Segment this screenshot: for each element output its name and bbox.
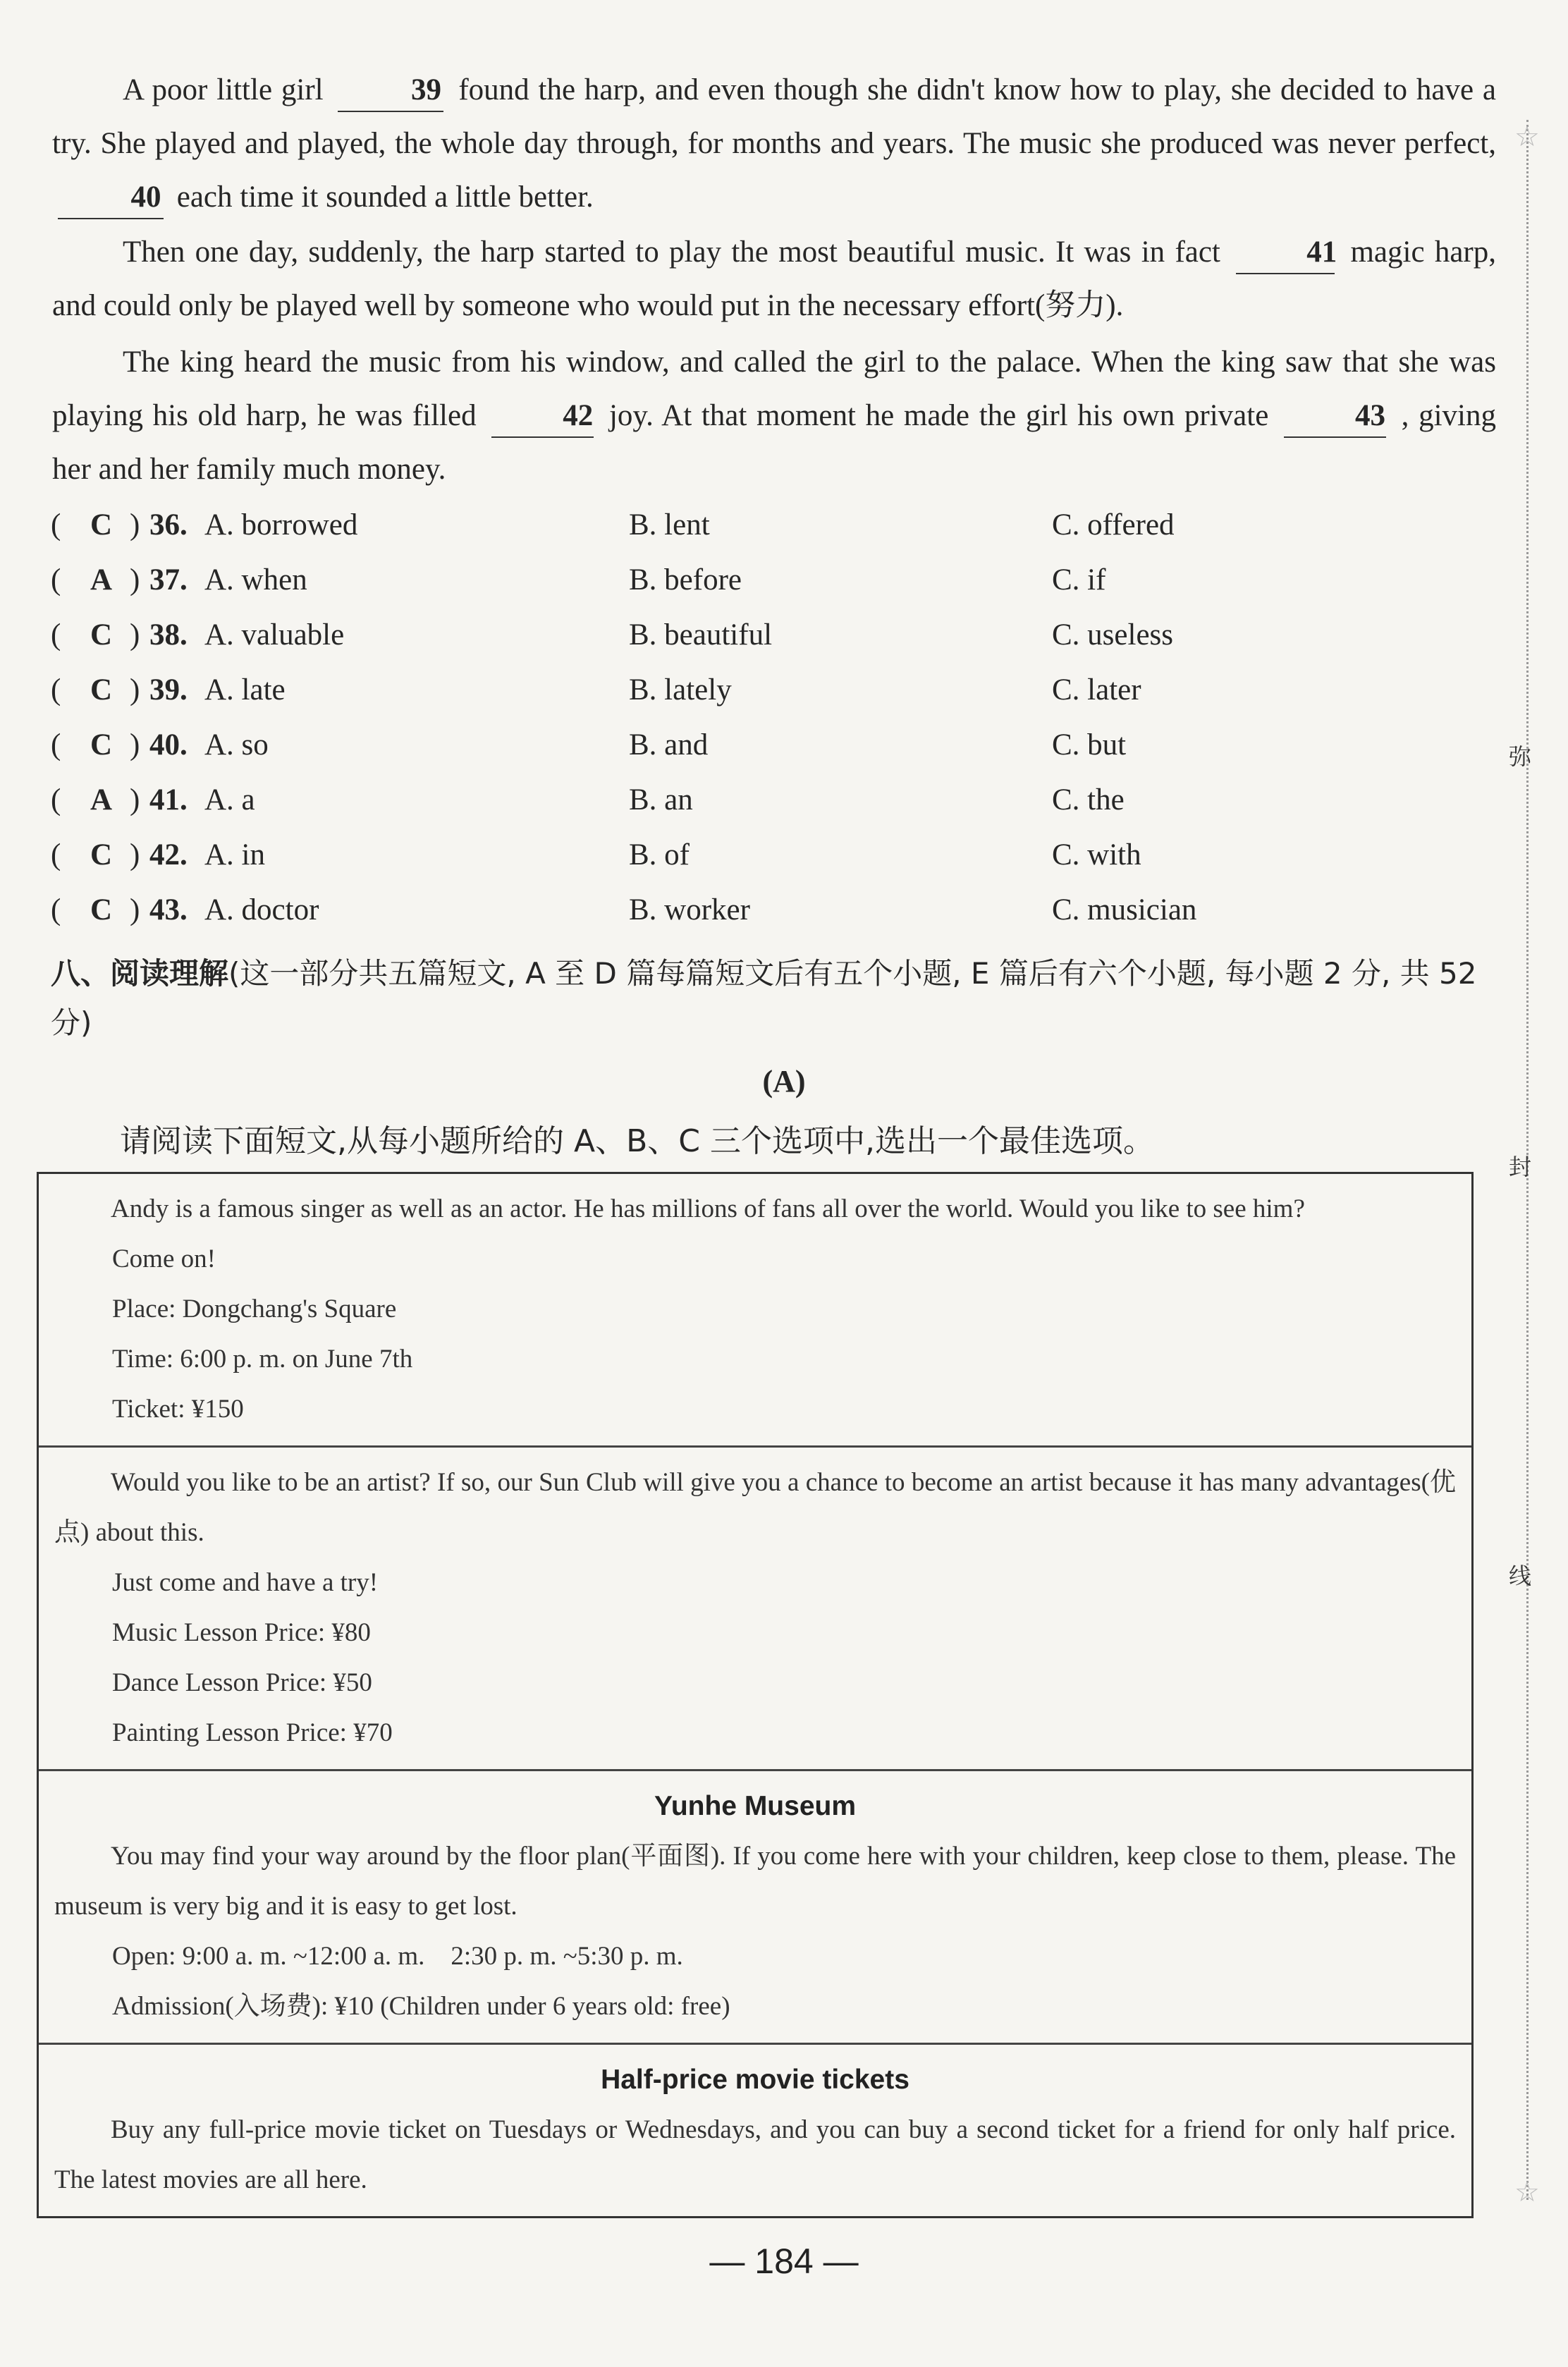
instruction: 请阅读下面短文,从每小题所给的 A、B、C 三个选项中,选出一个最佳选项。 — [120, 1123, 1154, 1159]
margin-char-mi: 弥 — [1509, 743, 1532, 770]
option-a: A. valuable — [204, 618, 345, 652]
ad-museum-title: Yunhe Museum — [654, 1791, 857, 1821]
ad-andy — [39, 1174, 1471, 1448]
option-b: B. lent — [629, 508, 710, 542]
question-row: ( C ) 42. A. in B. of C. with — [51, 838, 1141, 871]
question-number: 41. — [149, 783, 188, 816]
option-c: C. later — [1052, 673, 1141, 707]
option-a: A. doctor — [204, 893, 319, 926]
option-c: C. the — [1052, 783, 1125, 816]
answer-mark: C — [90, 838, 113, 871]
ad-museum-admission: Admission(入场费): ¥10 (Children under 6 years old: free) — [112, 1992, 730, 2021]
option-b: B. before — [629, 563, 742, 597]
question-row: ( C ) 38. A. valuable B. beautiful C. useless — [51, 618, 1173, 652]
option-a: A. so — [204, 728, 269, 762]
ad-museum — [39, 1771, 1471, 2045]
option-a: A. a — [204, 783, 255, 816]
passage-paragraph-3: The king heard the music from his window, and called the girl to the palace. When the king saw that she was playing his old harp, he was filled 42 joy. At that moment he made the girl his own private 43 , giving her and her family much money. — [52, 345, 1496, 486]
section-description: (这一部分共五篇短文, A 至 D 篇每篇短文后有五个小题, E 篇后有六个小题, 每小题 2 分, 共 52 分) — [51, 956, 1477, 1040]
option-b: B. lately — [629, 673, 732, 707]
option-b: B. beautiful — [629, 618, 773, 652]
page-number: — 184 — — [709, 2241, 859, 2281]
question-row: ( A ) 37. A. when B. before C. if — [51, 563, 1106, 597]
option-a: A. borrowed — [204, 508, 358, 542]
option-b: B. an — [629, 783, 693, 816]
ad-movie — [39, 2045, 1471, 2216]
question-number: 37. — [149, 563, 188, 597]
blank-41: 41 — [1236, 232, 1335, 274]
ad-movie-text: Buy any full-price movie ticket on Tuesdays or Wednesdays, and you can buy a second ticket for a friend for only half price. The latest movies are all here. — [54, 2115, 1456, 2194]
question-row: ( C ) 40. A. so B. and C. but — [51, 728, 1127, 762]
option-c: C. offered — [1052, 508, 1175, 542]
passage-paragraph-1: A poor little girl 39 found the harp, and even though she didn't know how to play, she decided to have a try. She played and played, the whole day through, for months and years. The music she produced was never perfect, 40 each time it sounded a little better. — [52, 63, 1496, 224]
star-icon: ☆ — [1514, 121, 1540, 152]
margin-char-xian: 线 — [1509, 1562, 1532, 1589]
option-b: B. and — [629, 728, 709, 762]
answer-mark: A — [90, 783, 113, 816]
question-number: 38. — [149, 618, 188, 652]
section-heading — [51, 949, 1496, 1048]
question-number: 43. — [149, 893, 188, 926]
question-number: 36. — [149, 508, 188, 542]
blank-43: 43 — [1284, 396, 1386, 438]
question-number: 40. — [149, 728, 188, 762]
option-c: C. useless — [1052, 618, 1173, 652]
answer-mark: C — [90, 618, 113, 652]
question-row: ( A ) 41. A. a B. an C. the — [51, 783, 1125, 816]
ad-museum-intro: You may find your way around by the floor plan(平面图). If you come here with your children, keep close to them, please. The museum is very big and it is easy to get lost. — [54, 1842, 1456, 1921]
question-row: ( C ) 43. A. doctor B. worker C. musician — [51, 893, 1197, 926]
ad-andy-come: Come on! — [112, 1244, 216, 1273]
ad-andy-intro: Andy is a famous singer as well as an actor. He has millions of fans all over the world. Would you like to see him? — [111, 1194, 1305, 1223]
option-c: C. with — [1052, 838, 1141, 871]
ad-music-price: Music Lesson Price: ¥80 — [112, 1618, 371, 1647]
question-row: ( C ) 39. A. late B. lately C. later — [51, 673, 1141, 707]
section-title: 八、阅读理解 — [51, 956, 229, 991]
reading-box — [37, 1172, 1474, 2218]
ad-sun-club — [39, 1448, 1471, 1771]
option-c: C. musician — [1052, 893, 1197, 926]
ad-sun-club-intro: Would you like to be an artist? If so, our Sun Club will give you a chance to become an artist because it has many advantages(优点) about this. — [54, 1468, 1456, 1547]
question-number: 39. — [149, 673, 188, 707]
ad-sun-club-try: Just come and have a try! — [112, 1568, 379, 1597]
ad-andy-time: Time: 6:00 p. m. on June 7th — [112, 1345, 413, 1374]
question-row: ( C ) 36. A. borrowed B. lent C. offered — [51, 508, 1175, 542]
option-c: C. but — [1052, 728, 1127, 762]
blank-39: 39 — [338, 70, 443, 112]
option-c: C. if — [1052, 563, 1106, 597]
passage-paragraph-2: Then one day, suddenly, the harp started to play the most beautiful music. It was in fact 41 magic harp, and could only be played well by someone who would put in the necessary effort(努力). — [52, 226, 1496, 333]
answer-mark: C — [90, 728, 113, 762]
option-a: A. when — [204, 563, 307, 597]
star-icon: ☆ — [1514, 2176, 1540, 2208]
margin-char-feng: 封 — [1509, 1154, 1532, 1180]
answer-mark: C — [90, 508, 113, 542]
answer-mark: A — [90, 563, 113, 597]
blank-42: 42 — [491, 396, 594, 438]
ad-museum-open: Open: 9:00 a. m. ~12:00 a. m. 2:30 p. m. ~5:30 p. m. — [112, 1942, 683, 1971]
part-label: (A) — [762, 1064, 806, 1099]
ad-painting-price: Painting Lesson Price: ¥70 — [112, 1718, 393, 1747]
blank-40: 40 — [58, 177, 164, 219]
answer-mark: C — [90, 893, 113, 926]
option-a: A. late — [204, 673, 286, 707]
ad-dance-price: Dance Lesson Price: ¥50 — [112, 1668, 372, 1697]
answer-mark: C — [90, 673, 113, 707]
ad-andy-ticket: Ticket: ¥150 — [112, 1395, 244, 1424]
option-b: B. worker — [629, 893, 750, 926]
option-b: B. of — [629, 838, 690, 871]
ad-andy-place: Place: Dongchang's Square — [112, 1295, 397, 1323]
ad-movie-title: Half-price movie tickets — [601, 2065, 909, 2095]
option-a: A. in — [204, 838, 265, 871]
question-number: 42. — [149, 838, 188, 871]
